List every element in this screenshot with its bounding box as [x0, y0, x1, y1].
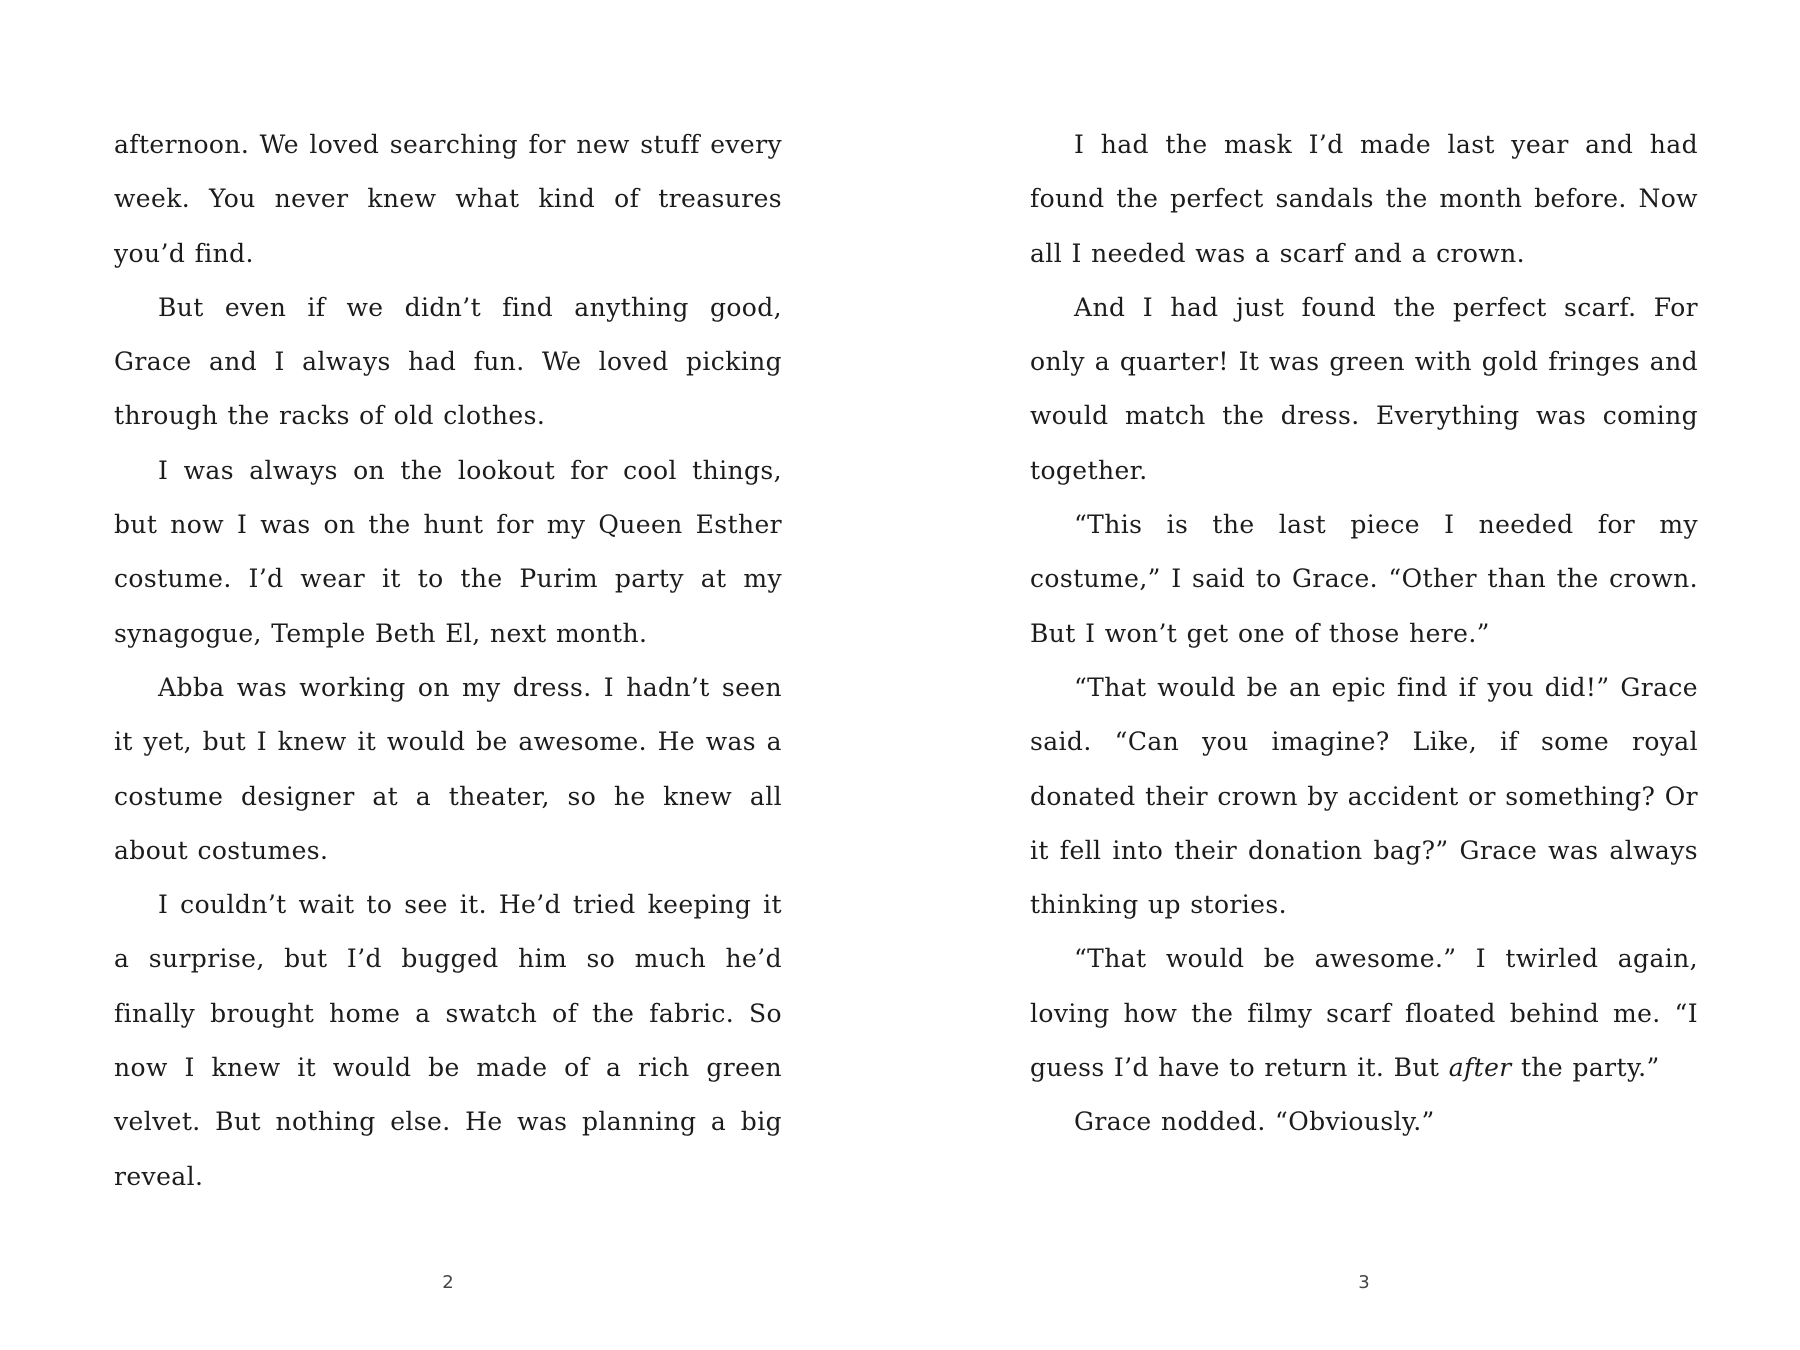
paragraph	[1030, 932, 1698, 1095]
page-number: 2	[442, 1272, 454, 1293]
paragraph-text: “That would be awesome.” I twirled again, loving how the filmy scarf floated behind me. “I guess I’d have to return it. But	[1030, 944, 1698, 1083]
emphasis-text: after	[1448, 1053, 1512, 1083]
paragraph: afternoon. We loved searching for new stuff every week. You never knew what kind of treasures you’d find.	[114, 130, 782, 268]
paragraph: I couldn’t wait to see it. He’d tried keeping it a surprise, but I’d bugged him so much he’d finally brought home a swatch of the fabric. So now I knew it would be made of a rich green velvet. But nothing else. He was planning a big reveal.	[114, 890, 782, 1191]
paragraph: “That would be an epic find if you did!” Grace said. “Can you imagine? Like, if some royal donated their crown by accident or something? Or it fell into their donation bag?” Grace was always thinking up stories.	[1030, 672, 1698, 920]
paragraph: “This is the last piece I needed for my costume,” I said to Grace. “Other than the crown. But I won’t get one of those here.”	[1030, 510, 1698, 648]
paragraph: But even if we didn’t find anything good, Grace and I always had fun. We loved picking through the racks of old clothes.	[114, 292, 782, 431]
right-page	[1030, 118, 1698, 1150]
paragraph: Abba was working on my dress. I hadn’t seen it yet, but I knew it would be awesome. He was a costume designer at a theater, so he knew all about costumes.	[114, 672, 782, 865]
left-page	[114, 118, 782, 1204]
paragraph: I was always on the lookout for cool things, but now I was on the hunt for my Queen Esther costume. I’d wear it to the Purim party at my synagogue, Temple Beth El, next month.	[114, 455, 782, 648]
paragraph: I had the mask I’d made last year and had found the perfect sandals the month before. Now all I needed was a scarf and a crown.	[1030, 130, 1698, 268]
paragraph-text: the party.”	[1511, 1053, 1660, 1083]
page-number: 3	[1358, 1272, 1370, 1293]
paragraph: Grace nodded. “Obviously.”	[1074, 1107, 1435, 1137]
paragraph: And I had just found the perfect scarf. For only a quarter! It was green with gold fringes and would match the dress. Everything was coming together.	[1030, 292, 1698, 485]
